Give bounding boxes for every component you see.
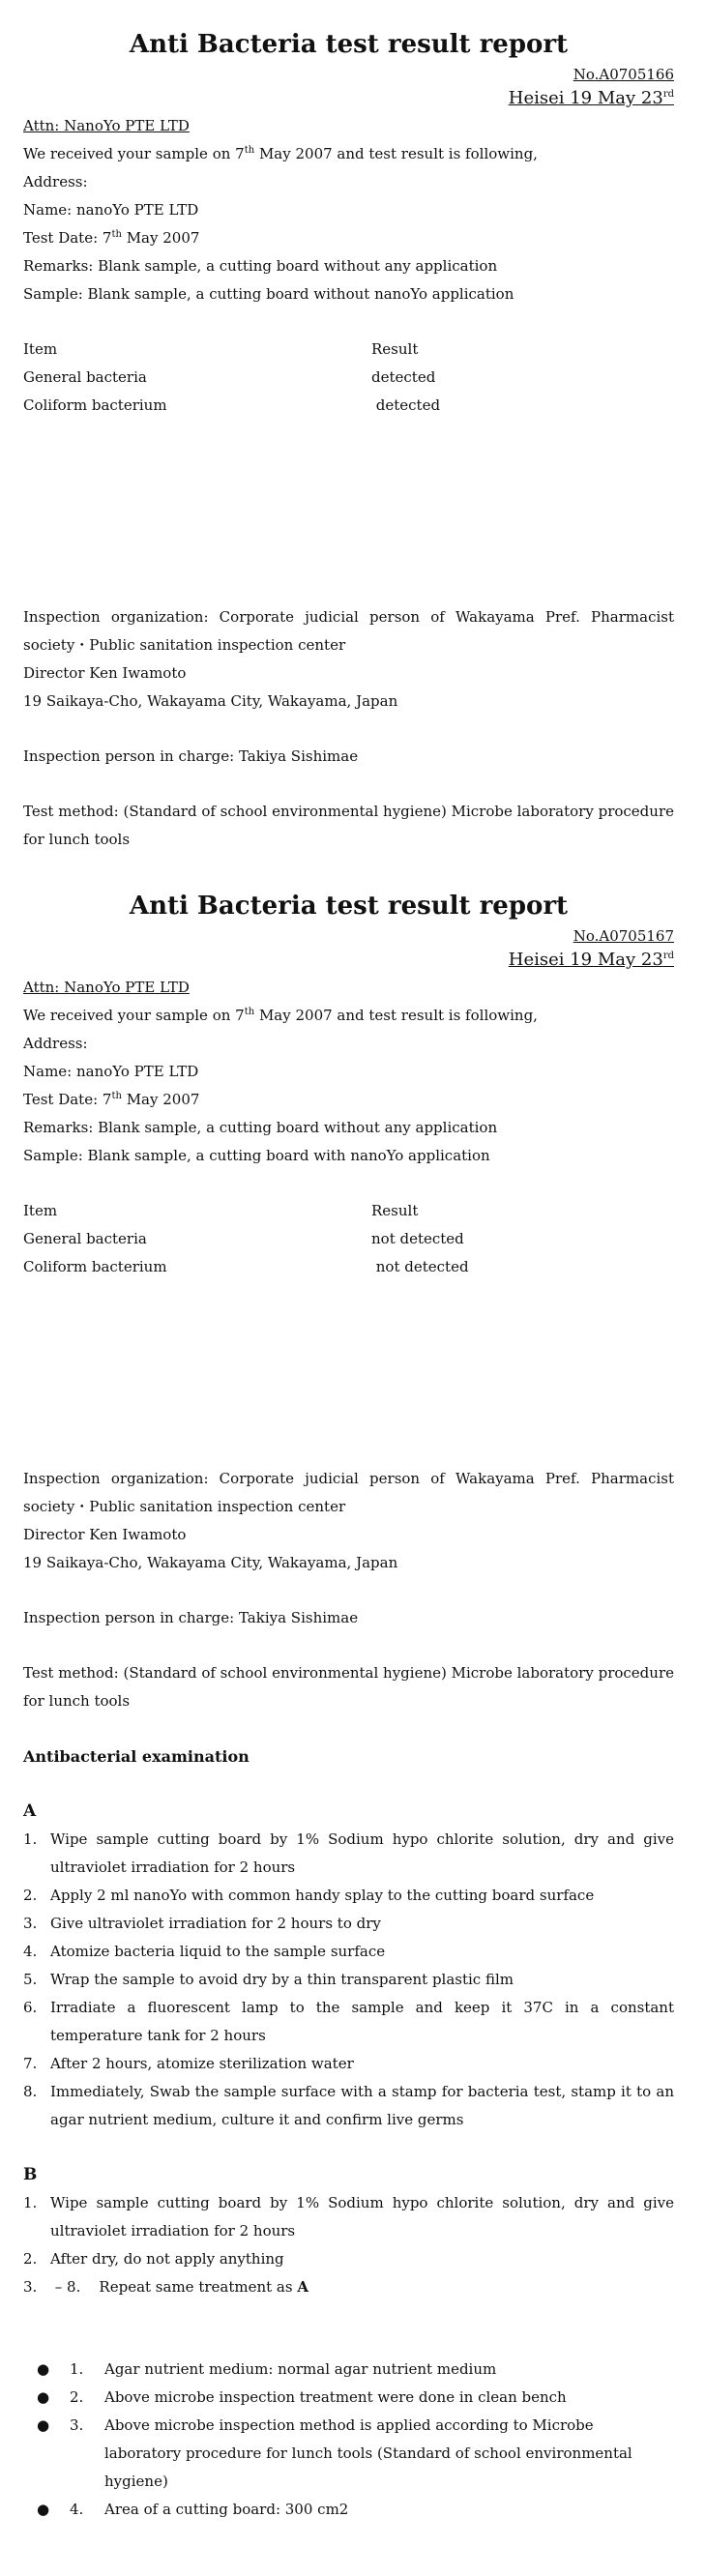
section-b-label: B bbox=[23, 2165, 38, 2184]
result-header: Result bbox=[371, 340, 419, 358]
item-cell: Coliform bacterium bbox=[23, 1258, 167, 1275]
list-item: 4. Atomize bacteria liquid to the sample surface bbox=[23, 1943, 386, 1960]
section-a-steps bbox=[23, 1826, 674, 2134]
list-item: 2. After dry, do not apply anything bbox=[23, 2250, 284, 2268]
table-row bbox=[23, 1225, 674, 1253]
inspection-organization: Inspection organization: Corporate judicial person of Wakayama Pref. Pharmacist society・Public sanitation inspection center bbox=[23, 608, 674, 654]
list-item: ● 2. Above microbe inspection treatment were done in clean bench bbox=[23, 2384, 674, 2412]
result-cell: not detected bbox=[371, 1230, 464, 1247]
item-cell: Coliform bacterium bbox=[23, 396, 167, 414]
director-line: Director Ken Iwamoto bbox=[23, 664, 187, 682]
test-method: Test method: (Standard of school environmental hygiene) Microbe laboratory procedure for lunch tools bbox=[23, 803, 674, 848]
report-title: Anti Bacteria test result report bbox=[129, 30, 569, 59]
remarks-line: Remarks: Blank sample, a cutting board without any application bbox=[23, 257, 498, 275]
table-row bbox=[23, 364, 674, 392]
address-line: Address: bbox=[23, 1035, 88, 1052]
document-page bbox=[23, 25, 674, 2524]
report-title: Anti Bacteria test result report bbox=[129, 892, 569, 921]
list-item: ● 3. Above microbe inspection method is applied according to Microbe laboratory procedure for lunch tools (Standard of school environmental hygiene) bbox=[23, 2412, 674, 2496]
report-number: No.A0705167 bbox=[573, 927, 674, 945]
list-item: ● 1. Agar nutrient medium: normal agar nutrient medium bbox=[23, 2356, 674, 2384]
sample-line: Sample: Blank sample, a cutting board with nanoYo application bbox=[23, 1147, 490, 1164]
list-item: 1. Wipe sample cutting board by 1% Sodium hypo chlorite solution, dry and give ultraviolet irradiation for 2 hours bbox=[23, 1830, 674, 1876]
section-b-steps bbox=[23, 2189, 674, 2301]
examination-title: Antibacterial examination bbox=[23, 1747, 250, 1766]
sample-line: Sample: Blank sample, a cutting board without nanoYo application bbox=[23, 285, 514, 303]
list-item: 6. Irradiate a fluorescent lamp to the sample and keep it 37C in a constant temperature tank for 2 hours bbox=[23, 1999, 674, 2044]
item-cell: General bacteria bbox=[23, 368, 147, 386]
report-number: No.A0705166 bbox=[573, 66, 674, 83]
result-cell: not detected bbox=[371, 1258, 469, 1275]
address-line: Address: bbox=[23, 173, 88, 190]
location-line: 19 Saikaya-Cho, Wakayama City, Wakayama, Japan bbox=[23, 692, 398, 710]
test-date-line: Test Date: 7th May 2007 bbox=[23, 1091, 200, 1108]
result-table-header bbox=[23, 1197, 674, 1225]
item-header: Item bbox=[23, 340, 58, 358]
received-line: We received your sample on 7th May 2007 and test result is following, bbox=[23, 1007, 538, 1024]
list-item: ● 4. Area of a cutting board: 300 cm2 bbox=[23, 2496, 674, 2524]
director-line: Director Ken Iwamoto bbox=[23, 1526, 187, 1543]
name-line: Name: nanoYo PTE LTD bbox=[23, 1063, 199, 1080]
list-item: 7. After 2 hours, atomize sterilization water bbox=[23, 2055, 354, 2072]
result-header: Result bbox=[371, 1202, 419, 1219]
antibacterial-examination bbox=[23, 1742, 674, 2524]
notes-list bbox=[23, 2356, 674, 2524]
table-row bbox=[23, 1253, 674, 1281]
list-item: 3. – 8. Repeat same treatment as A bbox=[23, 2278, 308, 2296]
name-line: Name: nanoYo PTE LTD bbox=[23, 201, 199, 219]
list-item: 8. Immediately, Swab the sample surface with a stamp for bacteria test, stamp it to an agar nutrient medium, culture it and confirm live germs bbox=[23, 2083, 674, 2128]
bullet-icon: ● bbox=[37, 2416, 50, 2434]
remarks-line: Remarks: Blank sample, a cutting board without any application bbox=[23, 1119, 498, 1136]
report-1 bbox=[23, 25, 674, 854]
bullet-icon: ● bbox=[37, 2388, 50, 2406]
table-row bbox=[23, 392, 674, 420]
result-table-header bbox=[23, 336, 674, 364]
list-item: 5. Wrap the sample to avoid dry by a thin transparent plastic film bbox=[23, 1971, 514, 1988]
bullet-icon: ● bbox=[37, 2501, 50, 2518]
result-cell: detected bbox=[371, 368, 436, 386]
test-date-line: Test Date: 7th May 2007 bbox=[23, 229, 200, 247]
item-cell: General bacteria bbox=[23, 1230, 147, 1247]
bullet-icon: ● bbox=[37, 2360, 50, 2378]
report-2 bbox=[23, 887, 674, 1715]
location-line: 19 Saikaya-Cho, Wakayama City, Wakayama, Japan bbox=[23, 1554, 398, 1571]
inspector-line: Inspection person in charge: Takiya Sishimae bbox=[23, 747, 359, 765]
result-cell: detected bbox=[371, 396, 441, 414]
attention-line: Attn: NanoYo PTE LTD bbox=[23, 117, 190, 134]
inspector-line: Inspection person in charge: Takiya Sishimae bbox=[23, 1609, 359, 1626]
inspection-organization: Inspection organization: Corporate judicial person of Wakayama Pref. Pharmacist society・Public sanitation inspection center bbox=[23, 1470, 674, 1515]
test-method: Test method: (Standard of school environmental hygiene) Microbe laboratory procedure for lunch tools bbox=[23, 1664, 674, 1710]
report-date: Heisei 19 May 23rd bbox=[508, 950, 674, 970]
received-line: We received your sample on 7th May 2007 and test result is following, bbox=[23, 145, 538, 162]
attention-line: Attn: NanoYo PTE LTD bbox=[23, 979, 190, 996]
item-header: Item bbox=[23, 1202, 58, 1219]
report-date: Heisei 19 May 23rd bbox=[508, 88, 674, 108]
list-item: 2. Apply 2 ml nanoYo with common handy splay to the cutting board surface bbox=[23, 1887, 595, 1904]
list-item: 1. Wipe sample cutting board by 1% Sodium hypo chlorite solution, dry and give ultraviolet irradiation for 2 hours bbox=[23, 2194, 674, 2239]
list-item: 3. Give ultraviolet irradiation for 2 hours to dry bbox=[23, 1915, 381, 1932]
section-a-label: A bbox=[23, 1801, 37, 1821]
